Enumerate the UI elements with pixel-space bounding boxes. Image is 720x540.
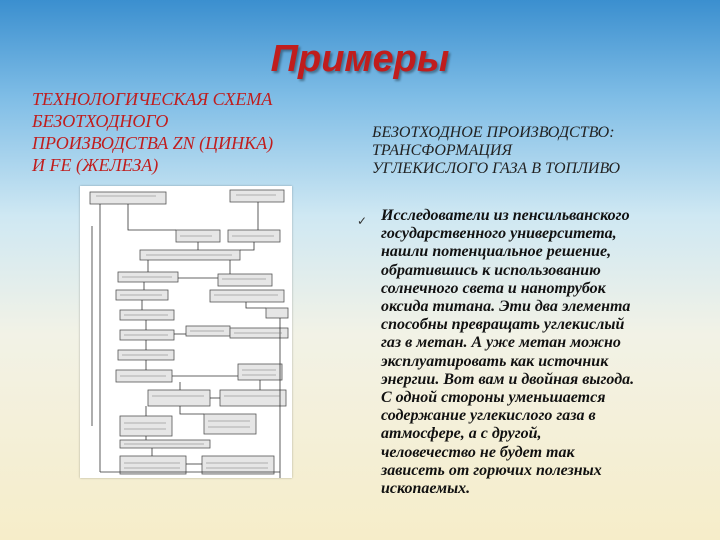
scheme-box (210, 290, 284, 302)
scheme-box (120, 456, 186, 474)
body-line: ископаемых. (381, 480, 471, 498)
scheme-box (120, 416, 172, 436)
scheme-box (202, 456, 274, 474)
right-heading-line: УГЛЕКИСЛОГО ГАЗА В ТОПЛИВО (372, 160, 621, 177)
scheme-box (148, 390, 210, 406)
body-line: газ в метан. А уже метан можно (381, 334, 621, 352)
left-heading-line: БЕЗОТХОДНОГО (32, 111, 169, 131)
body-line: эксплуатировать как источник (381, 352, 609, 370)
body-line: обратившись к использованию (381, 261, 601, 279)
body-line: энергии. Вот вам и двойная выгода. (381, 370, 635, 388)
left-heading-line: И FE (ЖЕЛЕЗА) (32, 155, 159, 175)
left-heading-line: ТЕХНОЛОГИЧЕСКАЯ СХЕМА (32, 89, 273, 109)
body-line: атмосфере, а с другой, (381, 425, 542, 443)
body-line: нашли потенциальное решение, (381, 243, 612, 261)
body-line: способны превращать углекислый (381, 316, 625, 334)
body-paragraph (381, 207, 703, 498)
scheme-box (266, 308, 288, 318)
body-line: Исследователи из пенсильванского (381, 207, 630, 224)
checkmark-icon: ✓ (357, 214, 368, 228)
technology-scheme-image (80, 186, 292, 478)
right-heading (372, 124, 702, 178)
right-heading-line: БЕЗОТХОДНОЕ ПРОИЗВОДСТВО: (372, 124, 615, 141)
left-heading-line: ПРОИЗВОДСТВА ZN (ЦИНКА) (32, 133, 274, 153)
body-line: солнечного света и нанотрубок (381, 279, 606, 297)
scheme-box (204, 414, 256, 434)
left-heading (32, 88, 372, 176)
scheme-box (230, 190, 284, 202)
right-heading-line: ТРАНСФОРМАЦИЯ (372, 142, 512, 159)
body-line: оксида титана. Эти два элемента (381, 298, 631, 316)
scheme-diagram (80, 186, 292, 478)
body-line: С одной стороны уменьшается (381, 389, 606, 407)
slide-title: Примеры (270, 38, 450, 80)
body-line: зависеть от горючих полезных (381, 461, 602, 479)
body-line: содержание углекислого газа в (381, 407, 596, 425)
body-line: человечество не будет так (381, 443, 575, 461)
scheme-box (90, 192, 166, 204)
body-line: государственного университета, (381, 225, 617, 243)
scheme-box (218, 274, 272, 286)
scheme-box (220, 390, 286, 406)
scheme-box (238, 364, 282, 380)
